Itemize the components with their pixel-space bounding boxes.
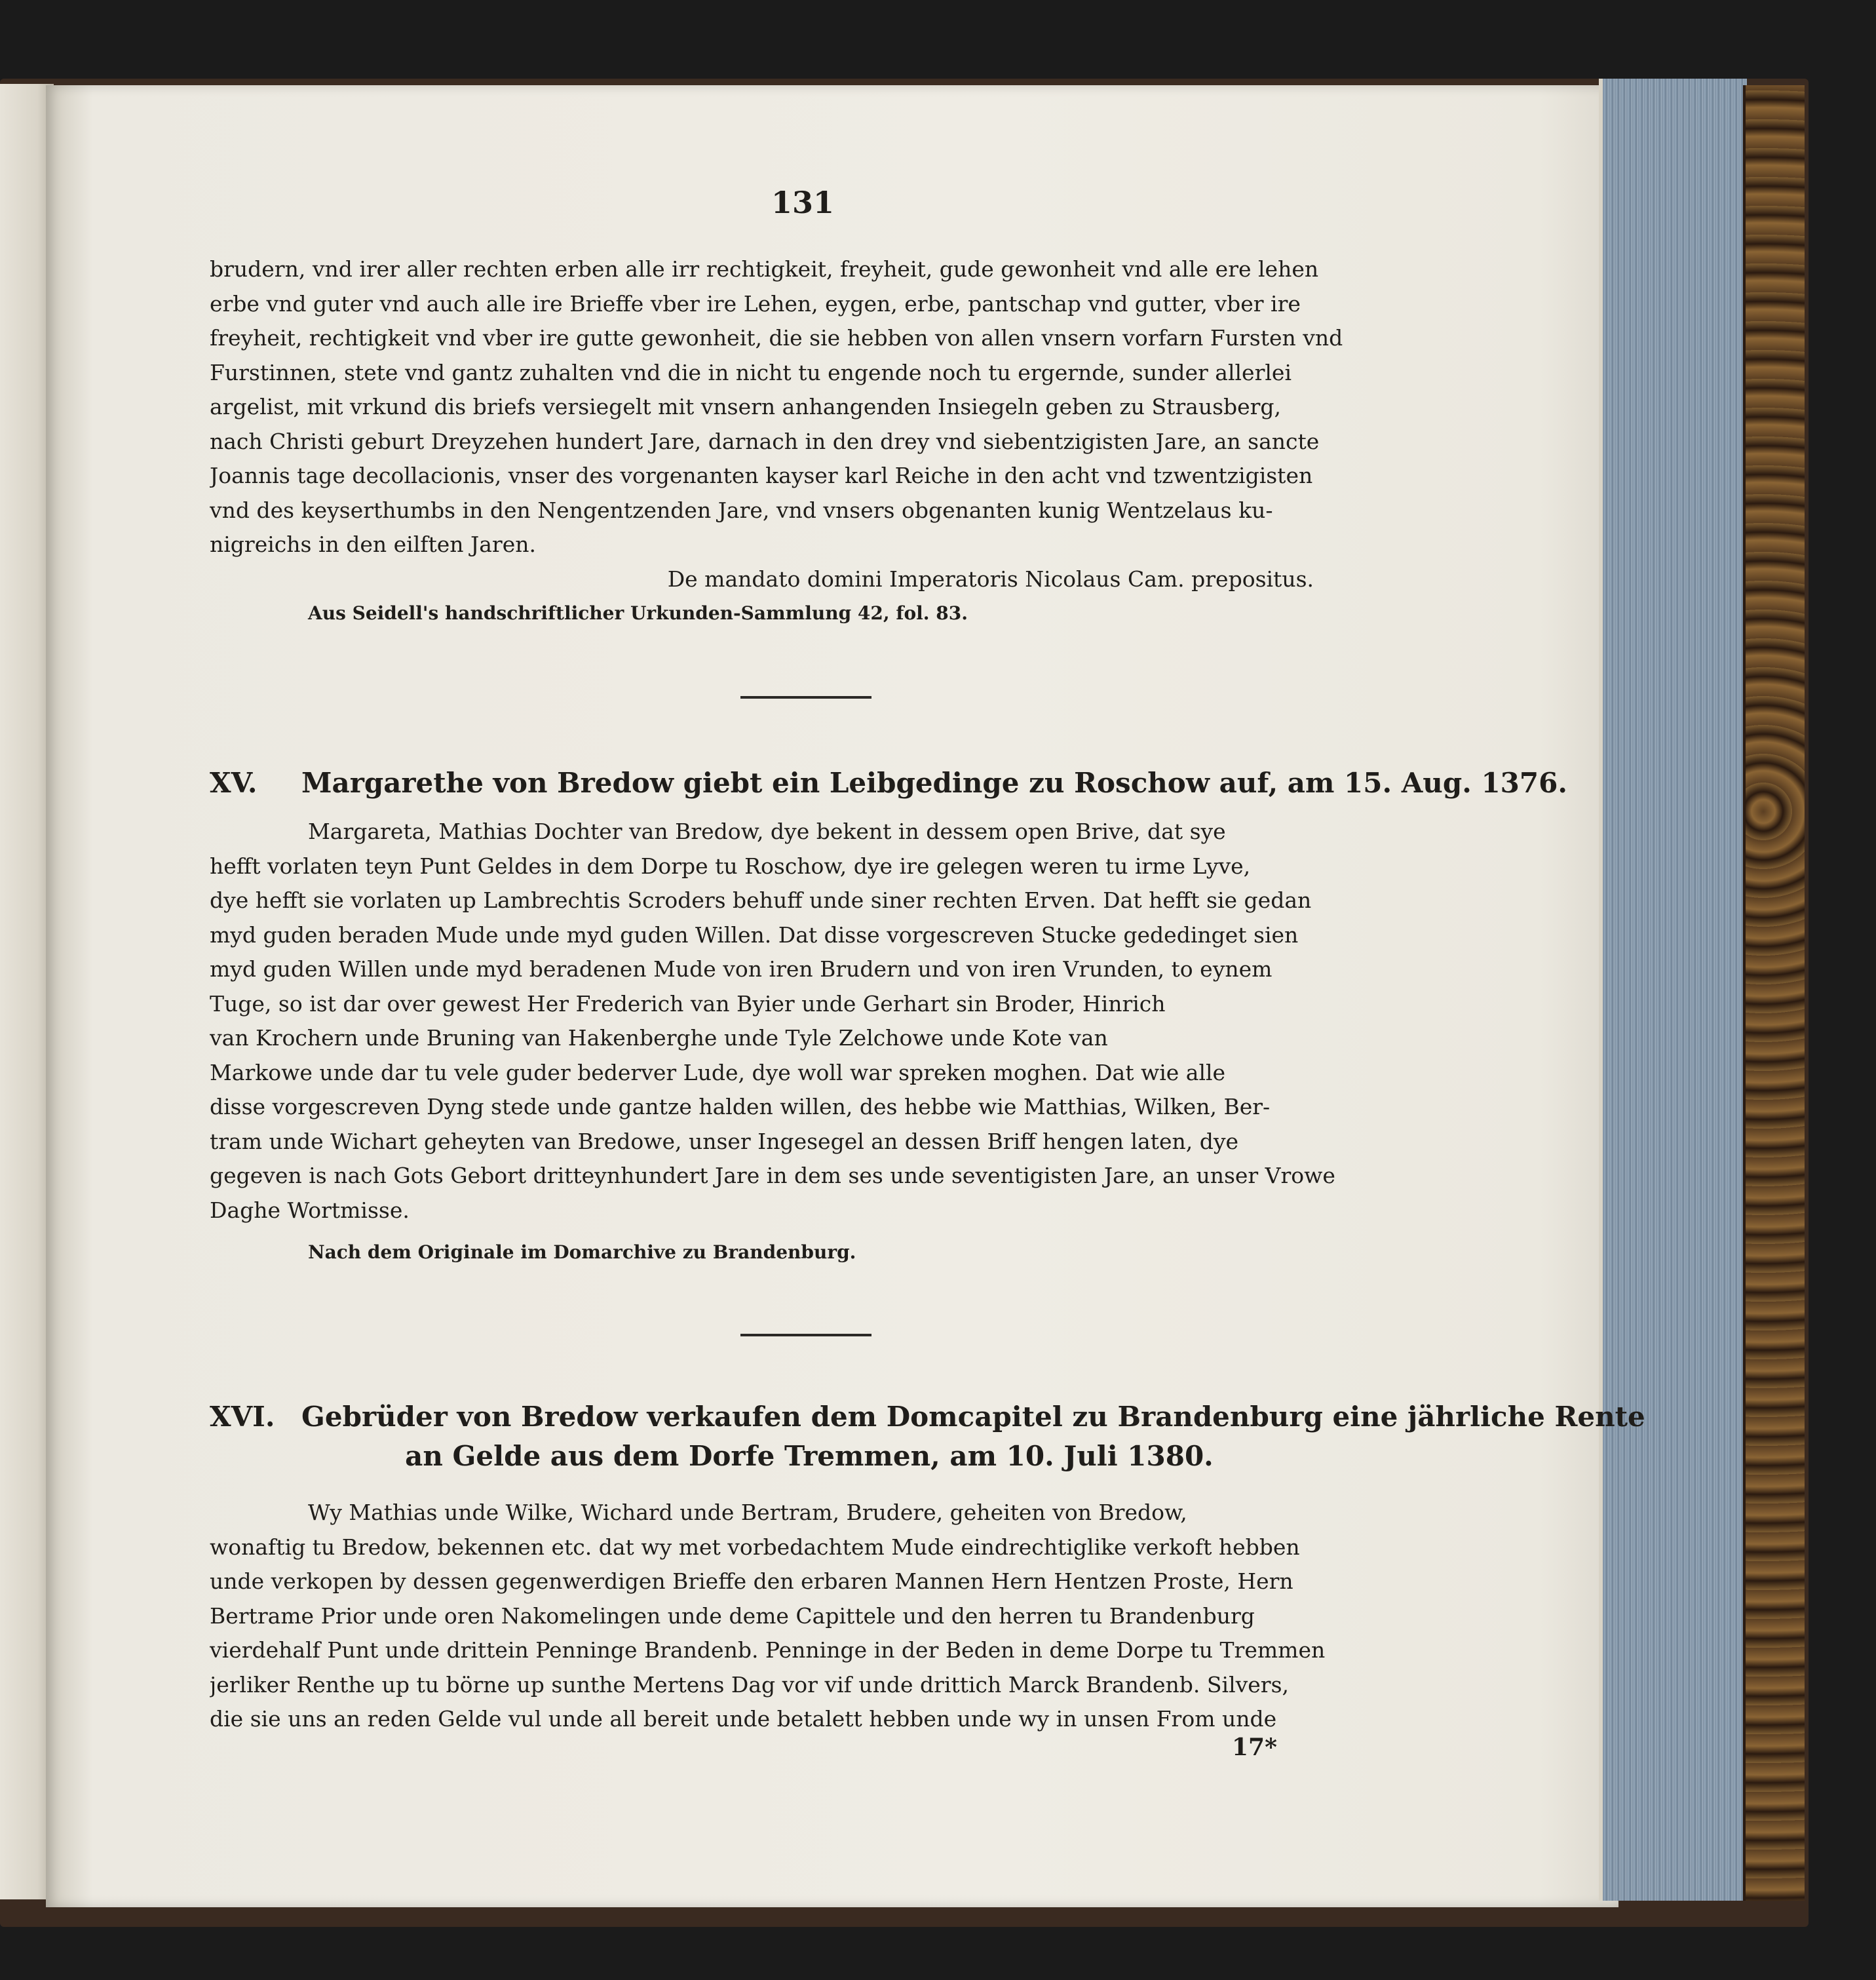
text-line: myd guden beraden Mude unde myd guden Willen. Dat disse vorgescreven Stucke gededinget sien (210, 922, 1299, 948)
text-line: hefft vorlaten teyn Punt Geldes in dem Dorpe tu Roschow, dye ire gelegen weren tu irme Lyve, (210, 853, 1251, 879)
section-title: Gebrüder von Bredow verkaufen dem Domcapitel zu Brandenburg eine jährliche Rente (301, 1401, 1645, 1433)
text-line: Daghe Wortmisse. (210, 1197, 410, 1223)
text-line: erbe vnd guter vnd auch alle ire Brieffe vber ire Lehen, eygen, erbe, pantschap vnd gutter, vber ire (210, 290, 1301, 317)
text-line: nigreichs in den eilften Jaren. (210, 532, 536, 557)
text-line: tram unde Wichart geheyten van Bredowe, unser Ingesegel an dessen Briff hengen laten, dye (210, 1128, 1238, 1154)
source-note: Aus Seidell's handschriftlicher Urkunden-Sammlung 42, fol. 83. (308, 602, 968, 624)
text-line: jerliker Renthe up tu börne up sunthe Mertens Dag vor vif unde drittich Marck Brandenb. Silvers, (210, 1671, 1290, 1698)
source-note: Nach dem Originale im Domarchive zu Brandenburg. (308, 1241, 856, 1263)
text-line: die sie uns an reden Gelde vul unde all bereit unde betalett hebben unde wy in unsen From unde (210, 1706, 1277, 1732)
section-xv (210, 764, 1567, 1270)
section-divider (740, 1334, 871, 1336)
signature-mark: 17* (1232, 1734, 1277, 1761)
text-line: Wy Mathias unde Wilke, Wichard unde Bertram, Brudere, geheiten von Bredow, (308, 1500, 1187, 1525)
text-line: wonaftig tu Bredow, bekennen etc. dat wy met vorbedachtem Mude eindrechtiglike verkoft hebben (210, 1534, 1300, 1560)
section-number: XVI. (210, 1401, 275, 1433)
section-xvi-text (210, 1496, 1409, 1737)
text-line: freyheit, rechtigkeit vnd vber ire gutte gewonheit, die sie hebben von allen vnsern vorfarn Fursten vnd (210, 325, 1343, 351)
section-xvi (210, 1397, 1645, 1737)
text-line: myd guden Willen unde myd beradenen Mude von iren Brudern und von iren Vrunden, to eynem (210, 956, 1273, 982)
section-heading (210, 764, 1567, 803)
text-line: argelist, mit vrkund dis briefs versiegelt mit vnsern anhangenden Insiegeln geben zu Strausberg, (210, 394, 1282, 419)
top-paragraph-text (210, 252, 1409, 562)
section-xv-text (210, 815, 1409, 1228)
page-block-edge (1599, 79, 1747, 1901)
text-line: Markowe unde dar tu vele guder bederver Lude, dye woll war spreken moghen. Dat wie alle (210, 1059, 1226, 1085)
marbled-cover (1743, 85, 1805, 1901)
top-paragraph (210, 252, 1409, 631)
text-line: disse vorgescreven Dyng stede unde gantze halden willen, des hebbe wie Matthias, Wilken, Ber- (210, 1094, 1271, 1119)
section-title: Margarethe von Bredow giebt ein Leibgedinge zu Roschow auf, am 15. Aug. 1376. (301, 767, 1567, 799)
text-line: dye hefft sie vorlaten up Lambrechtis Scroders behuff unde siner rechten Erven. Dat hefft sie gedan (210, 887, 1312, 913)
text-line: nach Christi geburt Dreyzehen hundert Jare, darnach in den drey vnd siebentzigisten Jare, an sancte (210, 428, 1320, 454)
text-line: vnd des keyserthumbs in den Nengentzenden Jare, vnd vnsers obgenanten kunig Wentzelaus ku- (210, 497, 1273, 523)
section-title-continued: an Gelde aus dem Dorfe Tremmen, am 10. Juli 1380. (405, 1440, 1214, 1472)
text-line: Margareta, Mathias Dochter van Bredow, dye bekent in dessem open Brive, dat sye (308, 819, 1226, 844)
text-line: van Krochern unde Bruning van Hakenberghe unde Tyle Zelchowe unde Kote van (210, 1025, 1108, 1051)
section-heading (210, 1397, 1645, 1437)
page-number: 131 (771, 185, 835, 220)
section-number: XV. (210, 767, 258, 799)
text-line: Joannis tage decollacionis, vnser des vorgenanten kayser karl Reiche in den acht vnd tzwentzigisten (210, 463, 1313, 488)
text-line: brudern, vnd irer aller rechten erben alle irr rechtigkeit, freyheit, gude gewonheit vnd alle ere lehen (210, 256, 1319, 282)
section-divider (740, 696, 871, 699)
text-line: Bertrame Prior unde oren Nakomelingen unde deme Capittele und den herren tu Brandenburg (210, 1602, 1255, 1629)
signature-line: De mandato domini Imperatoris Nicolaus Cam. prepositus. (667, 566, 1314, 592)
text-line: Furstinnen, stete vnd gantz zuhalten vnd die in nicht tu engende noch tu ergernde, sunder allerlei (210, 359, 1292, 385)
text-line: vierdehalf Punt unde drittein Penninge Brandenb. Penninge in der Beden in deme Dorpe tu Tremmen (210, 1637, 1326, 1663)
text-line: unde verkopen by dessen gegenwerdigen Brieffe den erbaren Mannen Hern Hentzen Proste, Hern (210, 1568, 1293, 1594)
text-line: Tuge, so ist dar over gewest Her Frederich van Byier unde Gerhart sin Broder, Hinrich (210, 990, 1166, 1017)
text-line: gegeven is nach Gots Gebort dritteynhundert Jare in dem ses unde seventigisten Jare, an unser Vrowe (210, 1163, 1335, 1188)
